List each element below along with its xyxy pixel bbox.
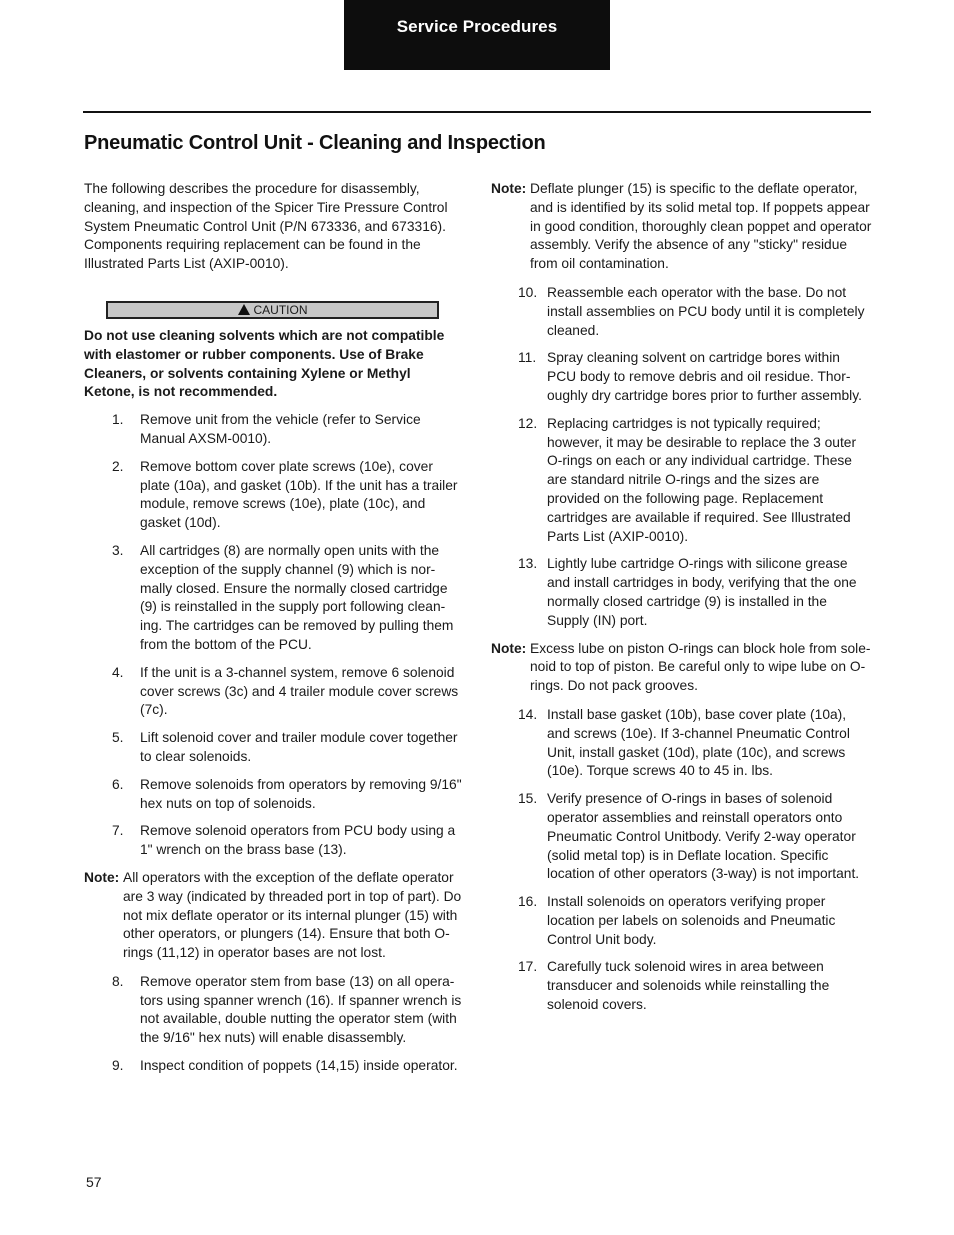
step-17	[491, 958, 872, 1014]
step-number: 13.	[518, 556, 538, 572]
step-number: 3.	[112, 542, 124, 558]
step-4	[84, 664, 464, 720]
section-tab	[344, 0, 610, 70]
step-13	[491, 555, 872, 630]
step-number: 1.	[112, 412, 124, 428]
step-number: 16.	[518, 894, 538, 910]
step-number: 14.	[518, 706, 538, 722]
step-text: Spray cleaning solvent on cartridge bores within PCU body to remove debris and oil residue. Thor-oughly dry cartridge bores prior to further assembly.	[547, 350, 862, 403]
header-rule	[83, 111, 871, 113]
step-text: Lift solenoid cover and trailer module cover together to clear solenoids.	[140, 730, 458, 764]
note-label: Note:	[84, 869, 120, 885]
step-text: Remove unit from the vehicle (refer to Service Manual AXSM-0010).	[140, 412, 421, 446]
step-11	[491, 349, 872, 405]
step-12	[491, 415, 872, 547]
warning-icon	[238, 304, 250, 315]
step-8	[84, 973, 464, 1048]
note-text: All operators with the exception of the deflate operator are 3 way (indicated by threaded port in top of part). Do not mix deflate operator or its internal plunger (15) with other operators, or plungers (14). Ensure that both O-rings (11,12) in operator bases are not lost.	[123, 869, 462, 961]
step-number: 12.	[518, 415, 538, 431]
step-number: 7.	[112, 823, 124, 839]
step-1	[84, 411, 464, 449]
step-2	[84, 458, 464, 533]
note-deflate-plunger	[491, 180, 872, 274]
note-label: Note:	[491, 181, 527, 196]
step-number: 17.	[518, 959, 538, 975]
page-title: Pneumatic Control Unit - Cleaning and Inspection	[84, 132, 546, 154]
caution-banner	[106, 301, 439, 319]
step-9	[84, 1057, 464, 1076]
step-text: Reassemble each operator with the base. Do not install assemblies on PCU body until it is completely cleaned.	[547, 284, 865, 338]
step-15	[491, 790, 872, 884]
step-number: 4.	[112, 664, 124, 680]
note-label: Note:	[491, 640, 527, 656]
step-text: Verify presence of O-rings in bases of solenoid operator assemblies and reinstall operators onto Pneumatic Control Unitbody. Verify 2-way operator (solid metal top) is in Deflate location. Specific location of other operators (3-way) is not important.	[547, 791, 860, 882]
note-operators	[84, 869, 464, 963]
step-number: 2.	[112, 458, 124, 474]
caution-label: CAUTION	[253, 302, 308, 317]
step-text: Lightly lube cartridge O-rings with silicone grease and install cartridges in body, verifying that the one normally closed cartridge (9) is installed in the Supply (IN) port.	[547, 556, 857, 628]
step-6	[84, 776, 464, 814]
step-16	[491, 893, 872, 949]
step-3	[84, 542, 464, 655]
step-number: 11.	[518, 350, 537, 366]
note-text: Deflate plunger (15) is specific to the deflate operator, and is identified by its solid metal top. If poppets appear in good condition, thoroughly clean poppet and operator assembly. Verify the absence of any "sticky" residue from oil contamination.	[530, 181, 872, 272]
step-number: 15.	[518, 791, 538, 807]
step-text: Replacing cartridges is not typically required; however, it may be desirable to replace the 3 outer O-rings on each or any individual cartridge. These are standard nitrile O-rings and the sizes are provided on the following page. Replacement cartridges are available if required. See Illustrated Parts List (AXIP-0010).	[547, 415, 857, 544]
step-text: Install base gasket (10b), base cover plate (10a), and screws (10e). If 3-channel Pneumatic Control Unit, install gasket (10d), plate (10c), and screws (10e). Torque screws 40 to 45 in. lbs.	[547, 706, 850, 779]
right-column	[491, 180, 872, 1024]
page-number: 57	[86, 1174, 102, 1190]
step-text: Remove bottom cover plate screws (10e), cover plate (10a), and gasket (10b). If the unit has a trailer module, remove screws (10e), plate (10c), and gasket (10d).	[140, 458, 458, 531]
step-text: Remove solenoids from operators by removing 9/16" hex nuts on top of solenoids.	[140, 776, 462, 811]
section-tab-label: Service Procedures	[396, 17, 558, 36]
step-7	[84, 822, 464, 860]
step-number: 5.	[112, 730, 124, 746]
intro-paragraph: The following describes the procedure for disassembly, cleaning, and inspection of the Spicer Tire Pressure Control System Pneumatic Control Unit (P/N 673336, and 673316). Components requiring replacement can be found in the Illustrated Parts List (AXIP-0010).	[84, 181, 448, 272]
step-text: If the unit is a 3-channel system, remove 6 solenoid cover screws (3c) and 4 trailer module cover screws (7c).	[140, 664, 459, 718]
step-text: All cartridges (8) are normally open units with the exception of the supply channel (9) which is nor-mally closed. Ensure the normally closed cartridge (9) is reinstalled in the supply port following clean-ing. The cartridges can be removed by pulling them from the bottom of the PCU.	[140, 542, 454, 652]
caution-text: Do not use cleaning solvents which are not compatible with elastomer or rubber components. Use of Brake Cleaners, or solvents containing Xylene or Methyl Ketone, is not recommended.	[84, 327, 445, 400]
note-text: Excess lube on piston O-rings can block hole from sole-noid to top of piston. Be careful only to wipe lube on O-rings. Do not pack grooves.	[530, 640, 871, 694]
step-number: 6.	[112, 776, 124, 792]
step-number: 10.	[518, 284, 538, 300]
step-number: 9.	[112, 1058, 124, 1074]
note-excess-lube	[491, 640, 872, 696]
step-10	[491, 284, 872, 340]
left-column	[84, 180, 464, 1085]
step-number: 8.	[112, 973, 124, 989]
step-text: Remove solenoid operators from PCU body using a 1" wrench on the brass base (13).	[140, 823, 456, 858]
step-5	[84, 729, 464, 767]
step-14	[491, 706, 872, 781]
step-text: Inspect condition of poppets (14,15) inside operator.	[140, 1058, 458, 1074]
step-text: Install solenoids on operators verifying proper location per labels on solenoids and Pneumatic Control Unit body.	[547, 894, 836, 947]
step-text: Remove operator stem from base (13) on all opera-tors using spanner wrench (16). If spanner wrench is not available, double nutting the operator stem (with the 9/16" hex nuts) will enable disassembly.	[140, 973, 462, 1046]
step-text: Carefully tuck solenoid wires in area between transducer and solenoids while reinstalling the solenoid covers.	[547, 959, 830, 1013]
